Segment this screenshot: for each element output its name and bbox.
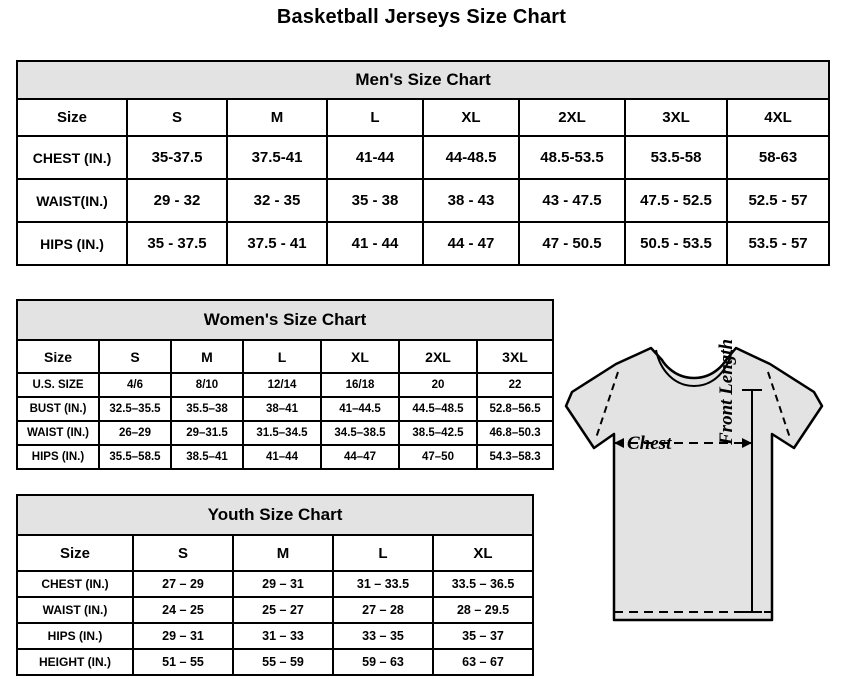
column-header-m: M <box>233 535 333 571</box>
row-label-waist: WAIST (IN.) <box>17 597 133 623</box>
table-caption-row <box>17 300 553 340</box>
row-label-hips: HIPS (IN.) <box>17 445 99 469</box>
cell-hips-m: 31 – 33 <box>233 623 333 649</box>
cell-chest-4xl: 58-63 <box>727 136 829 179</box>
cell-us-size-m: 8/10 <box>171 373 243 397</box>
cell-bust-s: 32.5–35.5 <box>99 397 171 421</box>
table-row <box>17 179 829 222</box>
column-header-2xl: 2XL <box>519 99 625 136</box>
cell-waist-xl: 34.5–38.5 <box>321 421 399 445</box>
cell-waist-2xl: 43 - 47.5 <box>519 179 625 222</box>
row-label-hips: HIPS (IN.) <box>17 222 127 265</box>
cell-chest-s: 35-37.5 <box>127 136 227 179</box>
table-row <box>17 421 553 445</box>
column-header-l: L <box>333 535 433 571</box>
cell-chest-l: 31 – 33.5 <box>333 571 433 597</box>
column-header-2xl: 2XL <box>399 340 477 373</box>
cell-chest-xl: 33.5 – 36.5 <box>433 571 533 597</box>
cell-waist-3xl: 47.5 - 52.5 <box>625 179 727 222</box>
cell-hips-l: 41–44 <box>243 445 321 469</box>
cell-height-l: 59 – 63 <box>333 649 433 675</box>
row-label-bust: BUST (IN.) <box>17 397 99 421</box>
cell-height-xl: 63 – 67 <box>433 649 533 675</box>
cell-waist-m: 32 - 35 <box>227 179 327 222</box>
column-header-xl: XL <box>423 99 519 136</box>
column-header-s: S <box>133 535 233 571</box>
cell-waist-2xl: 38.5–42.5 <box>399 421 477 445</box>
column-header-xl: XL <box>321 340 399 373</box>
table-row <box>17 397 553 421</box>
cell-waist-s: 24 – 25 <box>133 597 233 623</box>
cell-height-m: 55 – 59 <box>233 649 333 675</box>
cell-hips-m: 37.5 - 41 <box>227 222 327 265</box>
table-caption-row <box>17 61 829 99</box>
table-header-row <box>17 535 533 571</box>
table-row <box>17 571 533 597</box>
cell-chest-xl: 44-48.5 <box>423 136 519 179</box>
cell-us-size-s: 4/6 <box>99 373 171 397</box>
cell-waist-xl: 28 – 29.5 <box>433 597 533 623</box>
cell-bust-m: 35.5–38 <box>171 397 243 421</box>
table-header-row <box>17 340 553 373</box>
cell-hips-2xl: 47–50 <box>399 445 477 469</box>
row-label-hips: HIPS (IN.) <box>17 623 133 649</box>
page-title: Basketball Jerseys Size Chart <box>276 6 567 28</box>
youth-chart-caption: Youth Size Chart <box>17 495 533 535</box>
cell-waist-s: 29 - 32 <box>127 179 227 222</box>
column-header-xl: XL <box>433 535 533 571</box>
mens-size-chart-table <box>16 60 830 266</box>
cell-us-size-3xl: 22 <box>477 373 553 397</box>
table-header-row <box>17 99 829 136</box>
womens-chart-caption: Women's Size Chart <box>17 300 553 340</box>
column-header-4xl: 4XL <box>727 99 829 136</box>
column-header-s: S <box>127 99 227 136</box>
cell-us-size-l: 12/14 <box>243 373 321 397</box>
row-label-waist: WAIST(IN.) <box>17 179 127 222</box>
cell-chest-2xl: 48.5-53.5 <box>519 136 625 179</box>
cell-waist-l: 35 - 38 <box>327 179 423 222</box>
column-header-3xl: 3XL <box>625 99 727 136</box>
cell-hips-l: 41 - 44 <box>327 222 423 265</box>
row-label-waist: WAIST (IN.) <box>17 421 99 445</box>
cell-us-size-2xl: 20 <box>399 373 477 397</box>
cell-hips-2xl: 47 - 50.5 <box>519 222 625 265</box>
cell-waist-4xl: 52.5 - 57 <box>727 179 829 222</box>
column-header-size: Size <box>17 99 127 136</box>
jersey-measurement-diagram <box>556 330 836 670</box>
row-label-chest: CHEST (IN.) <box>17 571 133 597</box>
table-row <box>17 373 553 397</box>
column-header-l: L <box>243 340 321 373</box>
cell-waist-l: 27 – 28 <box>333 597 433 623</box>
cell-chest-3xl: 53.5-58 <box>625 136 727 179</box>
cell-hips-xl: 35 – 37 <box>433 623 533 649</box>
column-header-m: M <box>171 340 243 373</box>
cell-bust-l: 38–41 <box>243 397 321 421</box>
cell-waist-m: 29–31.5 <box>171 421 243 445</box>
cell-hips-s: 35.5–58.5 <box>99 445 171 469</box>
tshirt-icon <box>556 330 836 670</box>
cell-chest-m: 29 – 31 <box>233 571 333 597</box>
table-row <box>17 597 533 623</box>
cell-chest-l: 41-44 <box>327 136 423 179</box>
cell-waist-m: 25 – 27 <box>233 597 333 623</box>
column-header-3xl: 3XL <box>477 340 553 373</box>
column-header-l: L <box>327 99 423 136</box>
table-row <box>17 136 829 179</box>
cell-hips-3xl: 54.3–58.3 <box>477 445 553 469</box>
cell-hips-xl: 44–47 <box>321 445 399 469</box>
row-label-height: HEIGHT (IN.) <box>17 649 133 675</box>
cell-hips-4xl: 53.5 - 57 <box>727 222 829 265</box>
cell-waist-l: 31.5–34.5 <box>243 421 321 445</box>
column-header-size: Size <box>17 535 133 571</box>
cell-hips-m: 38.5–41 <box>171 445 243 469</box>
chest-measure-label: Chest <box>627 433 672 454</box>
row-label-us-size: U.S. SIZE <box>17 373 99 397</box>
mens-chart-caption: Men's Size Chart <box>17 61 829 99</box>
cell-hips-s: 29 – 31 <box>133 623 233 649</box>
column-header-m: M <box>227 99 327 136</box>
column-header-size: Size <box>17 340 99 373</box>
table-row <box>17 623 533 649</box>
cell-hips-s: 35 - 37.5 <box>127 222 227 265</box>
cell-hips-3xl: 50.5 - 53.5 <box>625 222 727 265</box>
cell-us-size-xl: 16/18 <box>321 373 399 397</box>
cell-bust-3xl: 52.8–56.5 <box>477 397 553 421</box>
youth-size-chart-table <box>16 494 534 676</box>
cell-height-s: 51 – 55 <box>133 649 233 675</box>
cell-waist-xl: 38 - 43 <box>423 179 519 222</box>
womens-size-chart-table <box>16 299 554 470</box>
table-row <box>17 649 533 675</box>
front-length-measure-label: Front Length <box>716 338 737 445</box>
cell-chest-m: 37.5-41 <box>227 136 327 179</box>
table-caption-row <box>17 495 533 535</box>
column-header-s: S <box>99 340 171 373</box>
cell-waist-s: 26–29 <box>99 421 171 445</box>
cell-hips-l: 33 – 35 <box>333 623 433 649</box>
table-row <box>17 222 829 265</box>
cell-waist-3xl: 46.8–50.3 <box>477 421 553 445</box>
cell-bust-2xl: 44.5–48.5 <box>399 397 477 421</box>
row-label-chest: CHEST (IN.) <box>17 136 127 179</box>
cell-hips-xl: 44 - 47 <box>423 222 519 265</box>
cell-chest-s: 27 – 29 <box>133 571 233 597</box>
table-row <box>17 445 553 469</box>
cell-bust-xl: 41–44.5 <box>321 397 399 421</box>
